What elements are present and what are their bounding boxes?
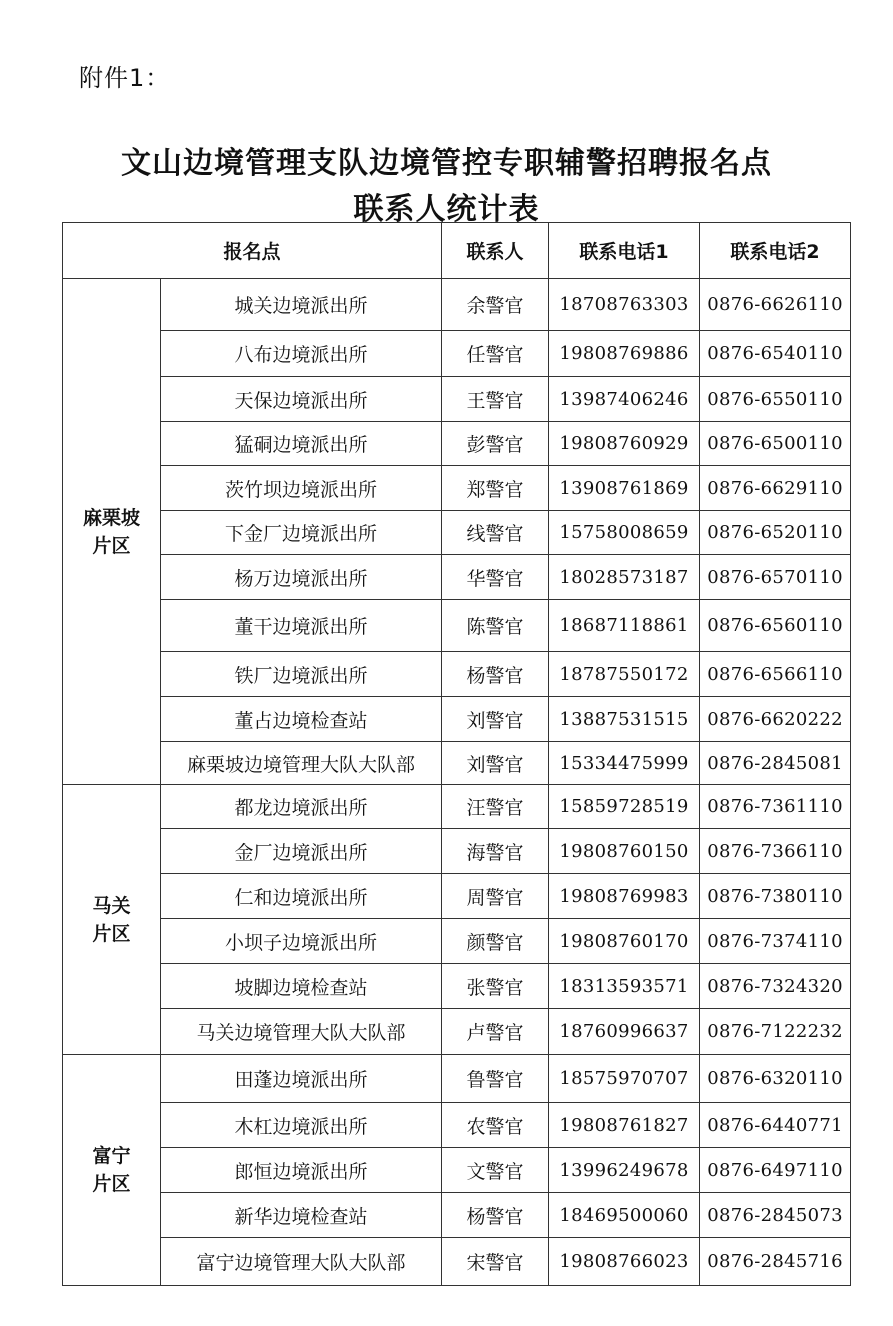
phone1-cell: 19808769886 bbox=[549, 331, 700, 377]
contact-cell: 华警官 bbox=[442, 555, 549, 600]
table-row bbox=[63, 829, 851, 874]
phone2-cell: 0876-7361110 bbox=[700, 785, 851, 829]
region-name-line1: 麻栗坡 bbox=[82, 506, 140, 529]
phone2-cell: 0876-6320110 bbox=[700, 1055, 851, 1103]
site-cell: 都龙边境派出所 bbox=[161, 785, 442, 829]
document-title-line2: 联系人统计表 bbox=[353, 192, 540, 227]
phone1-cell: 18787550172 bbox=[549, 652, 700, 697]
contact-cell: 王警官 bbox=[442, 377, 549, 422]
phone2-cell: 0876-6540110 bbox=[700, 331, 851, 377]
contact-cell: 线警官 bbox=[442, 511, 549, 555]
phone2-cell: 0876-6626110 bbox=[700, 279, 851, 331]
phone2-cell: 0876-6550110 bbox=[700, 377, 851, 422]
phone2-cell: 0876-2845081 bbox=[700, 742, 851, 785]
table-row bbox=[63, 279, 851, 331]
contact-cell: 杨警官 bbox=[442, 1193, 549, 1238]
contact-cell: 彭警官 bbox=[442, 422, 549, 466]
contact-cell: 任警官 bbox=[442, 331, 549, 377]
table-row bbox=[63, 1103, 851, 1148]
contact-cell: 陈警官 bbox=[442, 600, 549, 652]
contact-table bbox=[62, 222, 851, 1286]
header-contact: 联系人 bbox=[442, 223, 549, 279]
site-cell: 仁和边境派出所 bbox=[161, 874, 442, 919]
site-cell: 木杠边境派出所 bbox=[161, 1103, 442, 1148]
phone1-cell: 19808761827 bbox=[549, 1103, 700, 1148]
contact-cell: 鲁警官 bbox=[442, 1055, 549, 1103]
table-row bbox=[63, 1238, 851, 1286]
site-cell: 郎恒边境派出所 bbox=[161, 1148, 442, 1193]
table-row bbox=[63, 874, 851, 919]
phone1-cell: 18469500060 bbox=[549, 1193, 700, 1238]
table-row bbox=[63, 697, 851, 742]
phone1-cell: 19808760929 bbox=[549, 422, 700, 466]
contact-cell: 郑警官 bbox=[442, 466, 549, 511]
region-name-line2: 片区 bbox=[92, 922, 131, 945]
table-row bbox=[63, 331, 851, 377]
table-header-row bbox=[63, 223, 851, 279]
table-row bbox=[63, 1148, 851, 1193]
phone2-cell: 0876-6500110 bbox=[700, 422, 851, 466]
site-cell: 富宁边境管理大队大队部 bbox=[161, 1238, 442, 1286]
phone2-cell: 0876-7380110 bbox=[700, 874, 851, 919]
phone2-cell: 0876-7366110 bbox=[700, 829, 851, 874]
site-cell: 新华边境检查站 bbox=[161, 1193, 442, 1238]
region-cell bbox=[63, 279, 161, 785]
document-title-line1: 文山边境管理支队边境管控专职辅警招聘报名点 bbox=[121, 146, 772, 181]
phone2-cell: 0876-2845716 bbox=[700, 1238, 851, 1286]
phone1-cell: 18575970707 bbox=[549, 1055, 700, 1103]
contact-cell: 刘警官 bbox=[442, 742, 549, 785]
site-cell: 天保边境派出所 bbox=[161, 377, 442, 422]
phone2-cell: 0876-6566110 bbox=[700, 652, 851, 697]
site-cell: 田蓬边境派出所 bbox=[161, 1055, 442, 1103]
site-cell: 城关边境派出所 bbox=[161, 279, 442, 331]
phone2-cell: 0876-6440771 bbox=[700, 1103, 851, 1148]
table-row bbox=[63, 1009, 851, 1055]
phone1-cell: 15334475999 bbox=[549, 742, 700, 785]
site-cell: 马关边境管理大队大队部 bbox=[161, 1009, 442, 1055]
site-cell: 董干边境派出所 bbox=[161, 600, 442, 652]
region-name-line2: 片区 bbox=[92, 534, 131, 557]
table-row bbox=[63, 466, 851, 511]
table-row bbox=[63, 377, 851, 422]
region-cell bbox=[63, 1055, 161, 1286]
site-cell: 麻栗坡边境管理大队大队部 bbox=[161, 742, 442, 785]
phone1-cell: 18708763303 bbox=[549, 279, 700, 331]
region-name-line1: 马关 bbox=[92, 894, 131, 917]
phone2-cell: 0876-7122232 bbox=[700, 1009, 851, 1055]
phone1-cell: 13987406246 bbox=[549, 377, 700, 422]
table-row bbox=[63, 919, 851, 964]
site-cell: 董占边境检查站 bbox=[161, 697, 442, 742]
header-phone1: 联系电话1 bbox=[549, 223, 700, 279]
site-cell: 茨竹坝边境派出所 bbox=[161, 466, 442, 511]
contact-cell: 汪警官 bbox=[442, 785, 549, 829]
phone1-cell: 18760996637 bbox=[549, 1009, 700, 1055]
phone2-cell: 0876-6497110 bbox=[700, 1148, 851, 1193]
phone1-cell: 13996249678 bbox=[549, 1148, 700, 1193]
region-cell bbox=[63, 785, 161, 1055]
table-row bbox=[63, 1055, 851, 1103]
phone1-cell: 18313593571 bbox=[549, 964, 700, 1009]
contact-cell: 文警官 bbox=[442, 1148, 549, 1193]
table-row bbox=[63, 742, 851, 785]
contact-cell: 周警官 bbox=[442, 874, 549, 919]
contact-cell: 卢警官 bbox=[442, 1009, 549, 1055]
contact-cell: 余警官 bbox=[442, 279, 549, 331]
phone1-cell: 19808760150 bbox=[549, 829, 700, 874]
phone1-cell: 13887531515 bbox=[549, 697, 700, 742]
header-site: 报名点 bbox=[63, 223, 442, 279]
table-row bbox=[63, 600, 851, 652]
site-cell: 杨万边境派出所 bbox=[161, 555, 442, 600]
phone1-cell: 19808760170 bbox=[549, 919, 700, 964]
site-cell: 下金厂边境派出所 bbox=[161, 511, 442, 555]
phone1-cell: 19808766023 bbox=[549, 1238, 700, 1286]
contact-cell: 海警官 bbox=[442, 829, 549, 874]
phone2-cell: 0876-6520110 bbox=[700, 511, 851, 555]
contact-cell: 宋警官 bbox=[442, 1238, 549, 1286]
table-row bbox=[63, 422, 851, 466]
phone2-cell: 0876-6629110 bbox=[700, 466, 851, 511]
attachment-label: 附件1： bbox=[79, 64, 171, 92]
site-cell: 金厂边境派出所 bbox=[161, 829, 442, 874]
contact-cell: 张警官 bbox=[442, 964, 549, 1009]
contact-cell: 杨警官 bbox=[442, 652, 549, 697]
table-row bbox=[63, 511, 851, 555]
site-cell: 猛硐边境派出所 bbox=[161, 422, 442, 466]
contact-cell: 农警官 bbox=[442, 1103, 549, 1148]
phone2-cell: 0876-6570110 bbox=[700, 555, 851, 600]
region-name-line1: 富宁 bbox=[92, 1145, 131, 1167]
table-row bbox=[63, 652, 851, 697]
phone1-cell: 19808769983 bbox=[549, 874, 700, 919]
table-row bbox=[63, 785, 851, 829]
phone1-cell: 13908761869 bbox=[549, 466, 700, 511]
phone2-cell: 0876-6560110 bbox=[700, 600, 851, 652]
phone2-cell: 0876-6620222 bbox=[700, 697, 851, 742]
site-cell: 小坝子边境派出所 bbox=[161, 919, 442, 964]
region-name-line2: 片区 bbox=[92, 1173, 131, 1195]
phone1-cell: 15758008659 bbox=[549, 511, 700, 555]
contact-cell: 刘警官 bbox=[442, 697, 549, 742]
site-cell: 坡脚边境检查站 bbox=[161, 964, 442, 1009]
table-row bbox=[63, 964, 851, 1009]
table-row bbox=[63, 555, 851, 600]
site-cell: 八布边境派出所 bbox=[161, 331, 442, 377]
table-row bbox=[63, 1193, 851, 1238]
phone1-cell: 18028573187 bbox=[549, 555, 700, 600]
phone2-cell: 0876-7324320 bbox=[700, 964, 851, 1009]
phone1-cell: 15859728519 bbox=[549, 785, 700, 829]
header-phone2: 联系电话2 bbox=[700, 223, 851, 279]
contact-cell: 颜警官 bbox=[442, 919, 549, 964]
site-cell: 铁厂边境派出所 bbox=[161, 652, 442, 697]
phone1-cell: 18687118861 bbox=[549, 600, 700, 652]
phone2-cell: 0876-2845073 bbox=[700, 1193, 851, 1238]
phone2-cell: 0876-7374110 bbox=[700, 919, 851, 964]
